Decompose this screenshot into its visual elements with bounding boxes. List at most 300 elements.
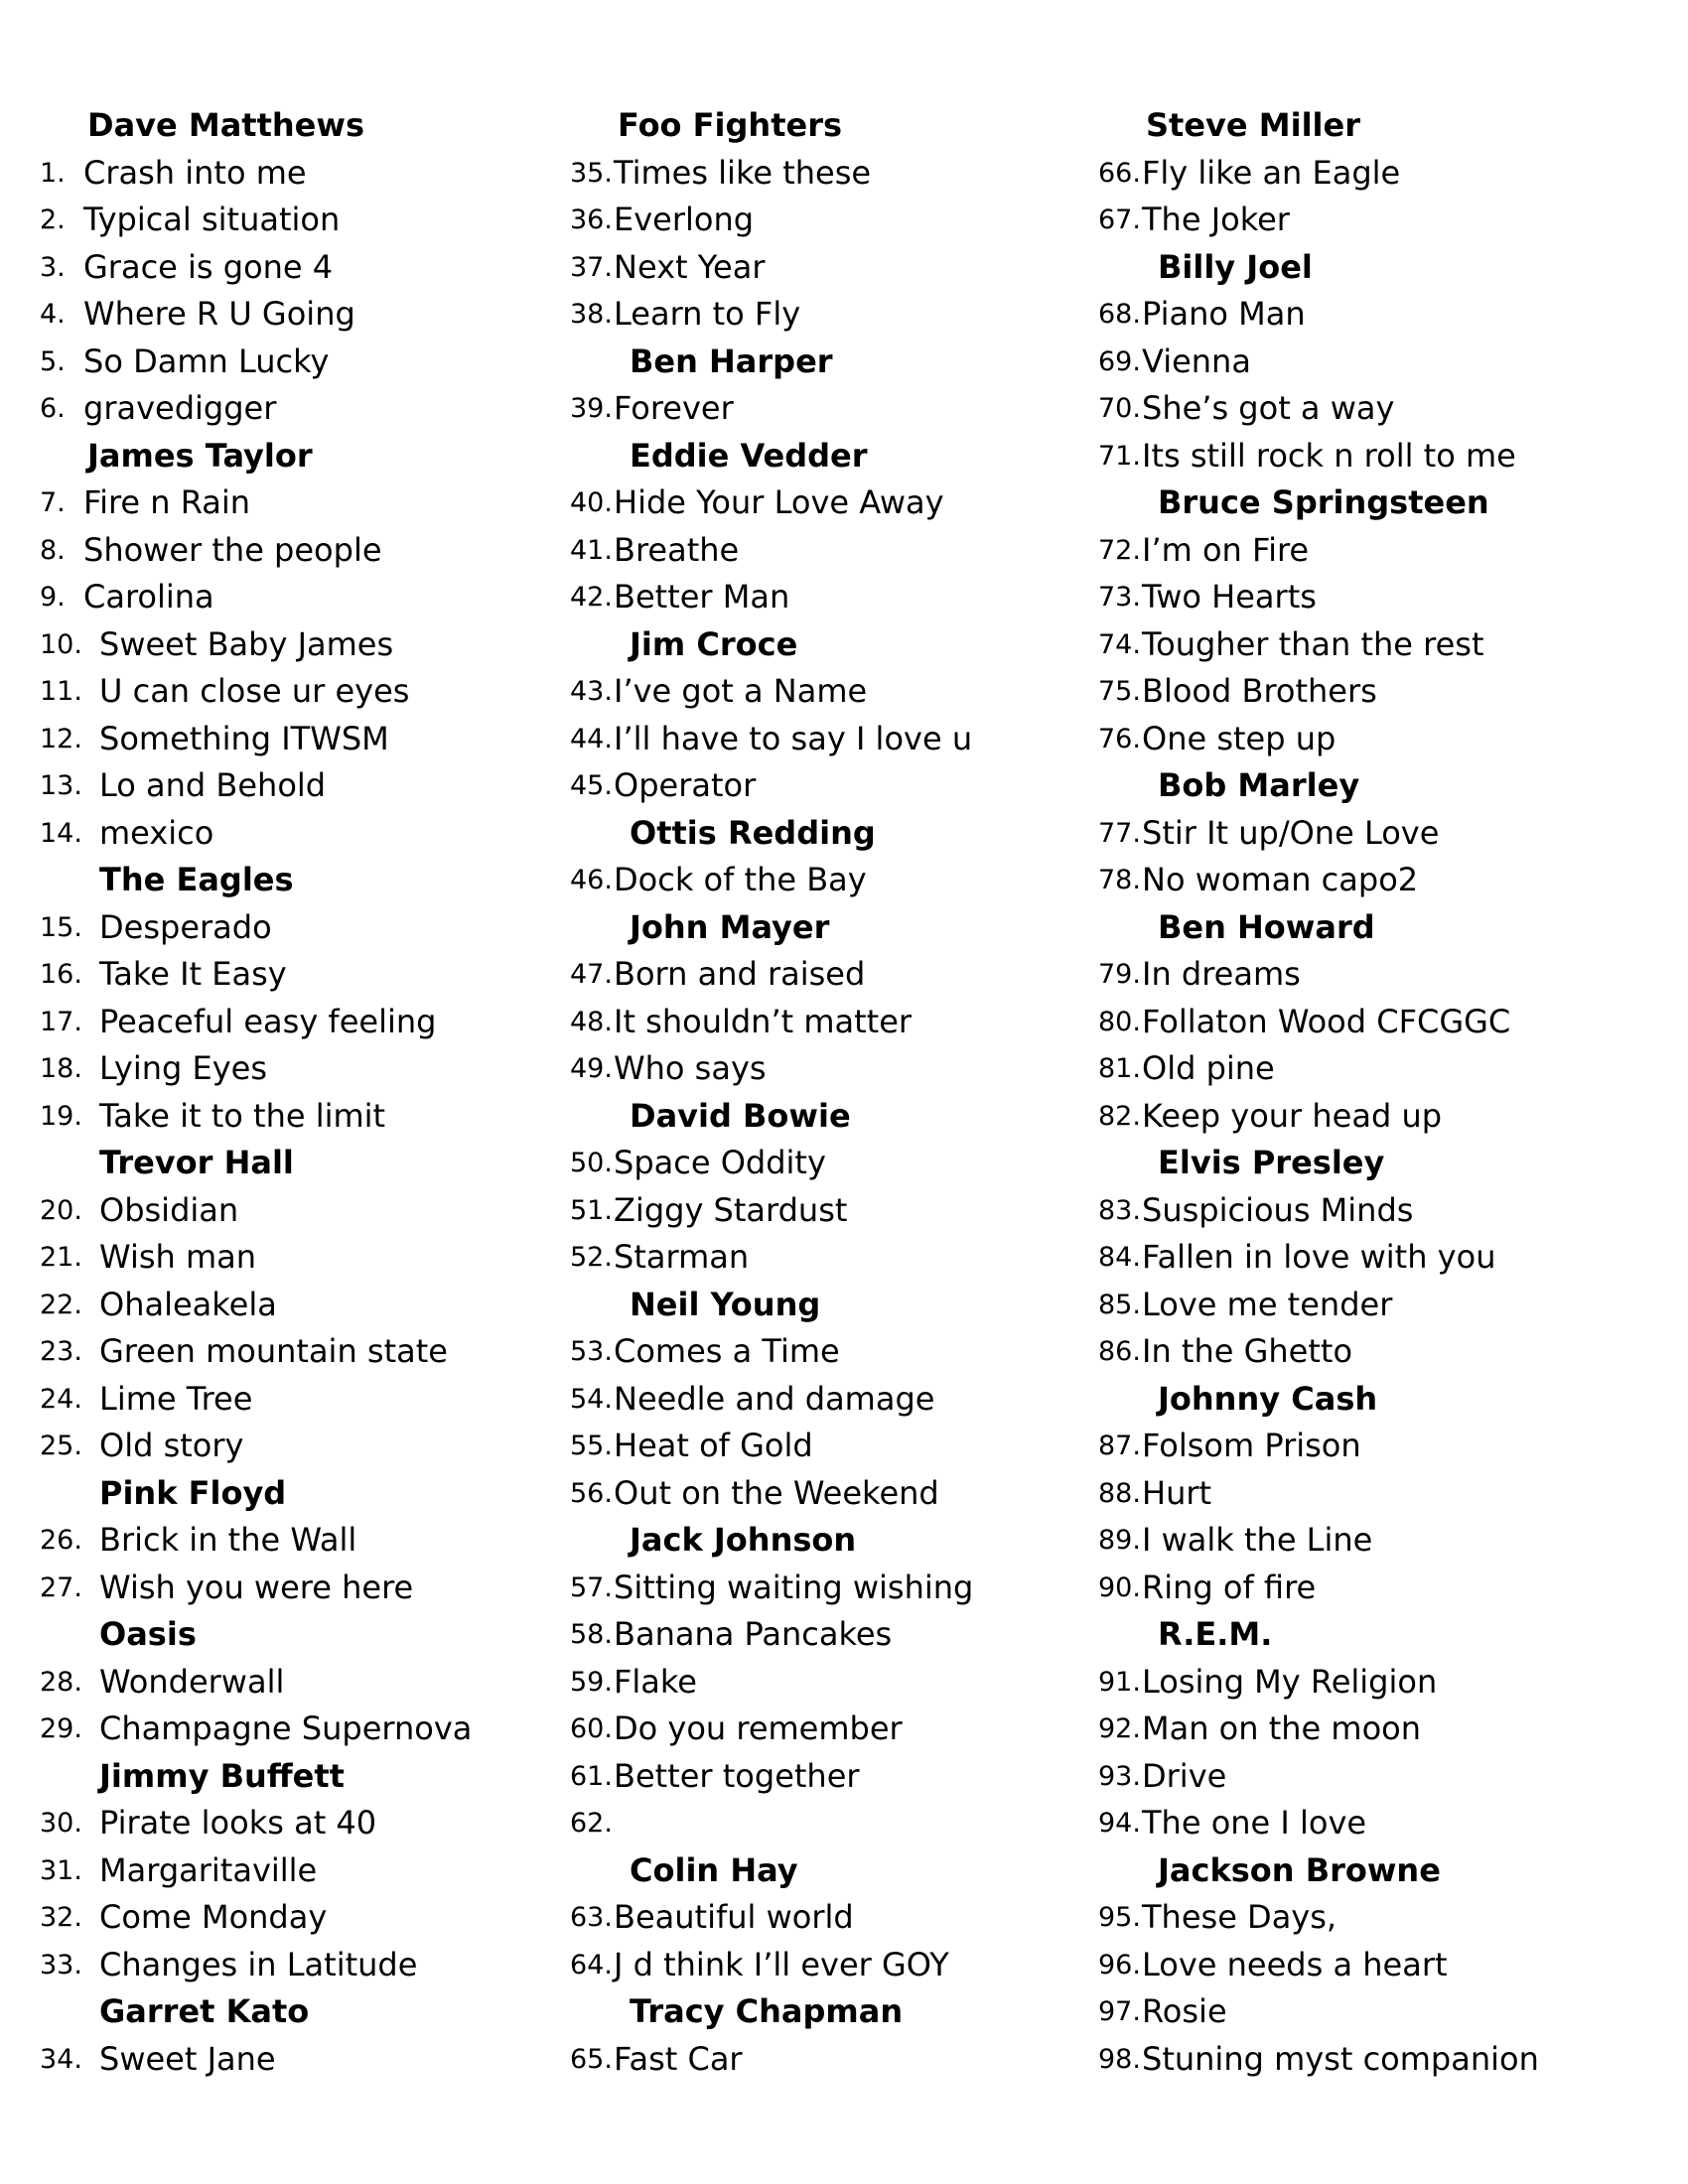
song-number: 53. bbox=[570, 1336, 613, 1367]
song-number: 63. bbox=[570, 1902, 613, 1933]
song-title: Fly like an Eagle bbox=[1142, 153, 1401, 192]
song-item bbox=[40, 668, 556, 716]
artist-heading: The Eagles bbox=[99, 861, 294, 898]
song-title: Love me tender bbox=[1142, 1285, 1393, 1323]
song-item bbox=[40, 762, 556, 810]
song-number: 7. bbox=[40, 487, 66, 518]
song-title: Keep your head up bbox=[1142, 1096, 1443, 1135]
song-item bbox=[570, 527, 1086, 575]
song-number: 13. bbox=[40, 770, 82, 801]
song-number: 46. bbox=[570, 865, 613, 895]
song-title: In the Ghetto bbox=[1142, 1332, 1353, 1370]
song-title: I’ve got a Name bbox=[614, 672, 868, 710]
song-item bbox=[40, 621, 556, 669]
song-item bbox=[40, 1234, 556, 1282]
song-number: 10. bbox=[40, 628, 82, 660]
song-item bbox=[1098, 1187, 1615, 1235]
song-item bbox=[1098, 385, 1615, 433]
song-number: 21. bbox=[40, 1242, 82, 1273]
song-number: 37. bbox=[570, 251, 613, 283]
song-title: Stir It up/One Love bbox=[1142, 813, 1440, 852]
song-number: 34. bbox=[40, 2043, 82, 2075]
song-title: Fast Car bbox=[614, 2039, 743, 2078]
song-title: Man on the moon bbox=[1142, 1709, 1421, 1747]
song-number: 64. bbox=[570, 1949, 613, 1980]
artist-heading: Ben Harper bbox=[630, 341, 833, 380]
song-title: Come Monday bbox=[99, 1898, 328, 1936]
song-item bbox=[1098, 291, 1615, 339]
artist-heading: Jackson Browne bbox=[1158, 1850, 1441, 1889]
song-title: Ohaleakela bbox=[99, 1285, 277, 1323]
song-title: Do you remember bbox=[614, 1709, 903, 1747]
song-number: 2. bbox=[40, 205, 66, 235]
song-title: Hide Your Love Away bbox=[614, 483, 944, 521]
song-item bbox=[40, 150, 556, 198]
song-title: Starman bbox=[614, 1238, 750, 1276]
song-item bbox=[40, 2036, 556, 2084]
song-number: 79. bbox=[1098, 959, 1141, 990]
song-item bbox=[40, 1894, 556, 1942]
song-number: 67. bbox=[1098, 205, 1141, 235]
song-number: 98. bbox=[1098, 2043, 1141, 2075]
artist-heading: Jack Johnson bbox=[630, 1521, 857, 1559]
song-title: Heat of Gold bbox=[614, 1427, 813, 1464]
song-item bbox=[570, 1045, 1086, 1093]
song-item bbox=[570, 857, 1086, 904]
song-item bbox=[570, 197, 1086, 244]
song-number: 59. bbox=[570, 1666, 613, 1698]
song-number: 14. bbox=[40, 817, 82, 849]
song-item bbox=[40, 1328, 556, 1376]
song-title: Pirate looks at 40 bbox=[99, 1804, 377, 1842]
song-number: 73. bbox=[1098, 582, 1141, 613]
song-item bbox=[570, 1376, 1086, 1424]
song-number: 31. bbox=[40, 1854, 82, 1886]
song-title: Changes in Latitude bbox=[99, 1945, 418, 1983]
song-number: 77. bbox=[1098, 817, 1141, 849]
artist-heading: Foo Fighters bbox=[618, 106, 843, 144]
song-number: 88. bbox=[1098, 1477, 1141, 1509]
song-item bbox=[570, 951, 1086, 999]
song-item bbox=[570, 2036, 1086, 2084]
song-number: 93. bbox=[1098, 1760, 1141, 1792]
song-number: 28. bbox=[40, 1666, 82, 1698]
song-number: 50. bbox=[570, 1148, 613, 1178]
song-number: 25. bbox=[40, 1431, 82, 1461]
song-item bbox=[570, 1234, 1086, 1282]
song-number: 9. bbox=[40, 582, 66, 613]
song-item bbox=[40, 244, 556, 292]
song-title: In dreams bbox=[1142, 955, 1301, 993]
song-item bbox=[570, 1800, 1086, 1847]
song-number: 81. bbox=[1098, 1053, 1141, 1084]
song-item bbox=[570, 574, 1086, 621]
song-number: 70. bbox=[1098, 393, 1141, 424]
artist-heading: James Taylor bbox=[87, 436, 313, 475]
song-title: Forever bbox=[614, 389, 734, 427]
song-title: J d think I’ll ever GOY bbox=[614, 1945, 949, 1983]
song-item bbox=[40, 339, 556, 386]
song-title: I’m on Fire bbox=[1142, 530, 1310, 569]
song-title: Champagne Supernova bbox=[99, 1709, 473, 1747]
song-title: Crash into me bbox=[83, 153, 307, 192]
song-item bbox=[40, 291, 556, 339]
artist-heading: Oasis bbox=[99, 1615, 197, 1653]
song-title: The Joker bbox=[1142, 201, 1290, 238]
song-title: Its still rock n roll to me bbox=[1142, 436, 1516, 475]
artist-heading: R.E.M. bbox=[1158, 1615, 1273, 1653]
song-item bbox=[1098, 1328, 1615, 1376]
song-number: 5. bbox=[40, 345, 66, 377]
song-title: It shouldn’t matter bbox=[614, 1002, 913, 1040]
song-title: Old pine bbox=[1142, 1049, 1275, 1087]
artist-heading: Dave Matthews bbox=[87, 106, 364, 144]
artist-heading: Colin Hay bbox=[630, 1850, 798, 1889]
artist-heading: Jimmy Buffett bbox=[99, 1756, 345, 1795]
song-item bbox=[570, 1328, 1086, 1376]
song-title: Better together bbox=[614, 1756, 860, 1795]
song-title: Operator bbox=[614, 766, 757, 804]
song-item bbox=[570, 999, 1086, 1046]
song-item bbox=[570, 1187, 1086, 1235]
artist-heading: Billy Joel bbox=[1158, 247, 1313, 286]
song-title: Lime Tree bbox=[99, 1379, 253, 1418]
song-number: 42. bbox=[570, 582, 613, 613]
song-title: Wonderwall bbox=[99, 1662, 285, 1701]
song-item bbox=[1098, 339, 1615, 386]
song-title: Two Hearts bbox=[1142, 578, 1317, 615]
song-title: Obsidian bbox=[99, 1190, 239, 1229]
song-number: 40. bbox=[570, 487, 613, 518]
song-item bbox=[1098, 150, 1615, 198]
song-item bbox=[40, 1847, 556, 1895]
song-item bbox=[570, 150, 1086, 198]
song-title: Take it to the limit bbox=[99, 1096, 386, 1135]
song-title: Wish man bbox=[99, 1238, 257, 1276]
song-number: 68. bbox=[1098, 299, 1141, 330]
song-title: Sweet Jane bbox=[99, 2039, 276, 2078]
artist-heading: Garret Kato bbox=[99, 1992, 310, 2030]
song-item bbox=[1098, 621, 1615, 669]
song-title: Tougher than the rest bbox=[1142, 624, 1484, 663]
song-number: 97. bbox=[1098, 1996, 1141, 2027]
song-title: She’s got a way bbox=[1142, 389, 1395, 427]
song-number: 29. bbox=[40, 1713, 82, 1744]
song-item bbox=[40, 1423, 556, 1470]
song-number: 12. bbox=[40, 723, 82, 754]
song-number: 51. bbox=[570, 1194, 613, 1226]
song-item bbox=[40, 1376, 556, 1424]
song-number: 15. bbox=[40, 911, 82, 943]
song-item bbox=[40, 197, 556, 244]
song-title: Carolina bbox=[83, 578, 214, 615]
song-number: 85. bbox=[1098, 1289, 1141, 1320]
song-title: The one I love bbox=[1142, 1804, 1367, 1842]
song-title: U can close ur eyes bbox=[99, 672, 410, 710]
song-item bbox=[40, 1282, 556, 1329]
song-number: 23. bbox=[40, 1336, 82, 1367]
song-item bbox=[40, 1659, 556, 1706]
song-number: 84. bbox=[1098, 1242, 1141, 1273]
song-item bbox=[1098, 1093, 1615, 1141]
song-title: Rosie bbox=[1142, 1992, 1227, 2030]
song-item bbox=[1098, 810, 1615, 858]
song-title: These Days, bbox=[1142, 1898, 1337, 1936]
song-title: Take It Easy bbox=[99, 955, 287, 993]
song-item bbox=[1098, 668, 1615, 716]
song-title: Beautiful world bbox=[614, 1898, 854, 1936]
song-item bbox=[40, 1565, 556, 1612]
song-title: Shower the people bbox=[83, 530, 382, 569]
artist-heading: John Mayer bbox=[630, 907, 830, 946]
artist-heading: David Bowie bbox=[630, 1096, 851, 1135]
song-title: I’ll have to say I love u bbox=[614, 719, 973, 757]
song-title: Everlong bbox=[614, 201, 755, 238]
song-item bbox=[40, 810, 556, 858]
song-title: Desperado bbox=[99, 907, 272, 946]
song-item bbox=[40, 1800, 556, 1847]
song-item bbox=[570, 716, 1086, 763]
song-number: 86. bbox=[1098, 1336, 1141, 1367]
artist-heading: Jim Croce bbox=[630, 624, 798, 663]
song-number: 82. bbox=[1098, 1100, 1141, 1132]
song-number: 54. bbox=[570, 1383, 613, 1415]
song-title: Needle and damage bbox=[614, 1379, 935, 1418]
song-item bbox=[1098, 1659, 1615, 1706]
song-item bbox=[570, 1611, 1086, 1659]
song-number: 66. bbox=[1098, 157, 1141, 189]
song-item bbox=[40, 479, 556, 527]
song-number: 83. bbox=[1098, 1194, 1141, 1226]
song-item bbox=[570, 479, 1086, 527]
song-item bbox=[1098, 1565, 1615, 1612]
song-number: 56. bbox=[570, 1477, 613, 1509]
song-number: 36. bbox=[570, 205, 613, 235]
song-item bbox=[570, 1942, 1086, 1989]
song-item bbox=[570, 244, 1086, 292]
artist-heading: Elvis Presley bbox=[1158, 1144, 1385, 1181]
song-item bbox=[1098, 1753, 1615, 1801]
artist-heading: Trevor Hall bbox=[99, 1144, 294, 1181]
song-number: 52. bbox=[570, 1242, 613, 1273]
song-title: No woman capo2 bbox=[1142, 861, 1419, 898]
artist-heading: Neil Young bbox=[630, 1285, 821, 1323]
song-number: 58. bbox=[570, 1619, 613, 1650]
song-number: 44. bbox=[570, 723, 613, 754]
song-number: 75. bbox=[1098, 676, 1141, 707]
song-number: 48. bbox=[570, 1006, 613, 1037]
song-title: Lo and Behold bbox=[99, 766, 327, 804]
artist-heading: Bob Marley bbox=[1158, 766, 1360, 804]
song-title: Better Man bbox=[614, 578, 790, 615]
song-number: 89. bbox=[1098, 1525, 1141, 1556]
song-item bbox=[1098, 1423, 1615, 1470]
song-item bbox=[1098, 433, 1615, 480]
song-item bbox=[40, 1045, 556, 1093]
artist-heading: Johnny Cash bbox=[1158, 1379, 1378, 1418]
song-number: 80. bbox=[1098, 1006, 1141, 1037]
song-item bbox=[1098, 1942, 1615, 1989]
song-number: 96. bbox=[1098, 1949, 1141, 1980]
song-number: 27. bbox=[40, 1571, 82, 1603]
song-title: Stuning myst companion bbox=[1142, 2039, 1539, 2078]
song-item bbox=[1098, 716, 1615, 763]
song-number: 3. bbox=[40, 251, 66, 283]
song-number: 76. bbox=[1098, 723, 1141, 754]
song-title: So Damn Lucky bbox=[83, 341, 330, 380]
song-number: 91. bbox=[1098, 1666, 1141, 1698]
song-item bbox=[570, 1423, 1086, 1470]
song-number: 38. bbox=[570, 299, 613, 330]
song-item bbox=[1098, 999, 1615, 1046]
song-item bbox=[40, 1187, 556, 1235]
song-number: 24. bbox=[40, 1383, 82, 1415]
song-item bbox=[1098, 951, 1615, 999]
song-item bbox=[570, 668, 1086, 716]
song-title: Old story bbox=[99, 1427, 244, 1464]
song-item bbox=[1098, 1706, 1615, 1753]
song-item bbox=[40, 716, 556, 763]
song-item bbox=[40, 951, 556, 999]
song-item bbox=[570, 1659, 1086, 1706]
song-title: One step up bbox=[1142, 719, 1336, 757]
song-title: Love needs a heart bbox=[1142, 1945, 1448, 1983]
song-title: Peaceful easy feeling bbox=[99, 1002, 437, 1040]
song-title: mexico bbox=[99, 813, 214, 852]
song-item bbox=[1098, 1282, 1615, 1329]
song-number: 43. bbox=[570, 676, 613, 707]
song-column-3 bbox=[1098, 102, 1615, 2083]
song-number: 20. bbox=[40, 1194, 82, 1226]
song-number: 78. bbox=[1098, 865, 1141, 895]
song-number: 18. bbox=[40, 1053, 82, 1084]
artist-heading: Eddie Vedder bbox=[630, 436, 868, 475]
song-title: Ziggy Stardust bbox=[614, 1190, 848, 1229]
song-title: Vienna bbox=[1142, 341, 1251, 380]
song-number: 92. bbox=[1098, 1713, 1141, 1744]
song-item bbox=[570, 1706, 1086, 1753]
song-title: Ring of fire bbox=[1142, 1568, 1317, 1606]
song-title: gravedigger bbox=[83, 389, 277, 427]
song-number: 87. bbox=[1098, 1431, 1141, 1461]
song-item bbox=[570, 1894, 1086, 1942]
song-number: 74. bbox=[1098, 628, 1141, 660]
song-item bbox=[1098, 1470, 1615, 1518]
song-item bbox=[40, 1942, 556, 1989]
song-item bbox=[1098, 1800, 1615, 1847]
song-item bbox=[40, 999, 556, 1046]
song-title: Fallen in love with you bbox=[1142, 1238, 1496, 1276]
song-title: Green mountain state bbox=[99, 1332, 448, 1370]
song-title: Follaton Wood CFCGGC bbox=[1142, 1002, 1511, 1040]
song-title: Breathe bbox=[614, 530, 740, 569]
song-item bbox=[570, 385, 1086, 433]
artist-heading: Ottis Redding bbox=[630, 813, 876, 852]
song-item bbox=[40, 1706, 556, 1753]
song-number: 47. bbox=[570, 959, 613, 990]
song-title: Sweet Baby James bbox=[99, 624, 394, 663]
song-title: Space Oddity bbox=[614, 1144, 826, 1181]
song-item bbox=[40, 1093, 556, 1141]
song-title: Dock of the Bay bbox=[614, 861, 867, 898]
song-number: 55. bbox=[570, 1431, 613, 1461]
artist-heading: Tracy Chapman bbox=[630, 1992, 904, 2030]
song-number: 39. bbox=[570, 393, 613, 424]
song-item bbox=[570, 291, 1086, 339]
song-item bbox=[1098, 527, 1615, 575]
song-number: 17. bbox=[40, 1006, 82, 1037]
song-item bbox=[1098, 1988, 1615, 2036]
song-item bbox=[570, 1565, 1086, 1612]
song-item bbox=[1098, 857, 1615, 904]
song-item bbox=[1098, 1045, 1615, 1093]
song-item bbox=[1098, 574, 1615, 621]
song-title: Comes a Time bbox=[614, 1332, 840, 1370]
song-number: 11. bbox=[40, 676, 82, 707]
song-item bbox=[570, 1470, 1086, 1518]
song-title: Margaritaville bbox=[99, 1850, 318, 1889]
song-title: Where R U Going bbox=[83, 295, 355, 333]
song-number: 16. bbox=[40, 959, 82, 990]
song-number: 61. bbox=[570, 1760, 613, 1792]
artist-heading: Ben Howard bbox=[1158, 907, 1375, 946]
song-title: Times like these bbox=[614, 153, 872, 192]
artist-heading: Bruce Springsteen bbox=[1158, 483, 1489, 521]
song-item bbox=[40, 904, 556, 952]
song-title: I walk the Line bbox=[1142, 1521, 1373, 1559]
song-title: Wish you were here bbox=[99, 1568, 414, 1606]
song-number: 71. bbox=[1098, 440, 1141, 472]
song-title: Something ITWSM bbox=[99, 719, 389, 757]
song-number: 33. bbox=[40, 1949, 82, 1980]
song-title: Brick in the Wall bbox=[99, 1521, 357, 1559]
song-number: 57. bbox=[570, 1571, 613, 1603]
song-number: 94. bbox=[1098, 1808, 1141, 1839]
song-title: Flake bbox=[614, 1662, 697, 1701]
song-item bbox=[1098, 1894, 1615, 1942]
song-column-1 bbox=[40, 102, 556, 2083]
song-item bbox=[570, 1140, 1086, 1187]
song-number: 60. bbox=[570, 1713, 613, 1744]
song-title: Blood Brothers bbox=[1142, 672, 1377, 710]
song-title: Suspicious Minds bbox=[1142, 1190, 1414, 1229]
song-number: 95. bbox=[1098, 1902, 1141, 1933]
song-title: Born and raised bbox=[614, 955, 866, 993]
song-title: Next Year bbox=[614, 247, 766, 286]
song-number: 26. bbox=[40, 1525, 82, 1556]
song-number: 30. bbox=[40, 1808, 82, 1839]
song-number: 90. bbox=[1098, 1571, 1141, 1603]
song-title: Drive bbox=[1142, 1756, 1227, 1795]
song-title: Fire n Rain bbox=[83, 483, 251, 521]
song-column-2 bbox=[570, 102, 1086, 2083]
song-item bbox=[1098, 2036, 1615, 2084]
song-number: 6. bbox=[40, 393, 66, 424]
song-item bbox=[570, 762, 1086, 810]
song-title: Who says bbox=[614, 1049, 767, 1087]
song-number: 4. bbox=[40, 299, 66, 330]
song-number: 35. bbox=[570, 157, 613, 189]
song-item bbox=[40, 574, 556, 621]
song-item bbox=[1098, 197, 1615, 244]
song-number: 49. bbox=[570, 1053, 613, 1084]
song-item bbox=[40, 527, 556, 575]
song-title: Lying Eyes bbox=[99, 1049, 267, 1087]
song-item bbox=[40, 385, 556, 433]
song-title: Out on the Weekend bbox=[614, 1473, 939, 1512]
song-title: Banana Pancakes bbox=[614, 1615, 893, 1653]
song-number: 19. bbox=[40, 1100, 82, 1132]
